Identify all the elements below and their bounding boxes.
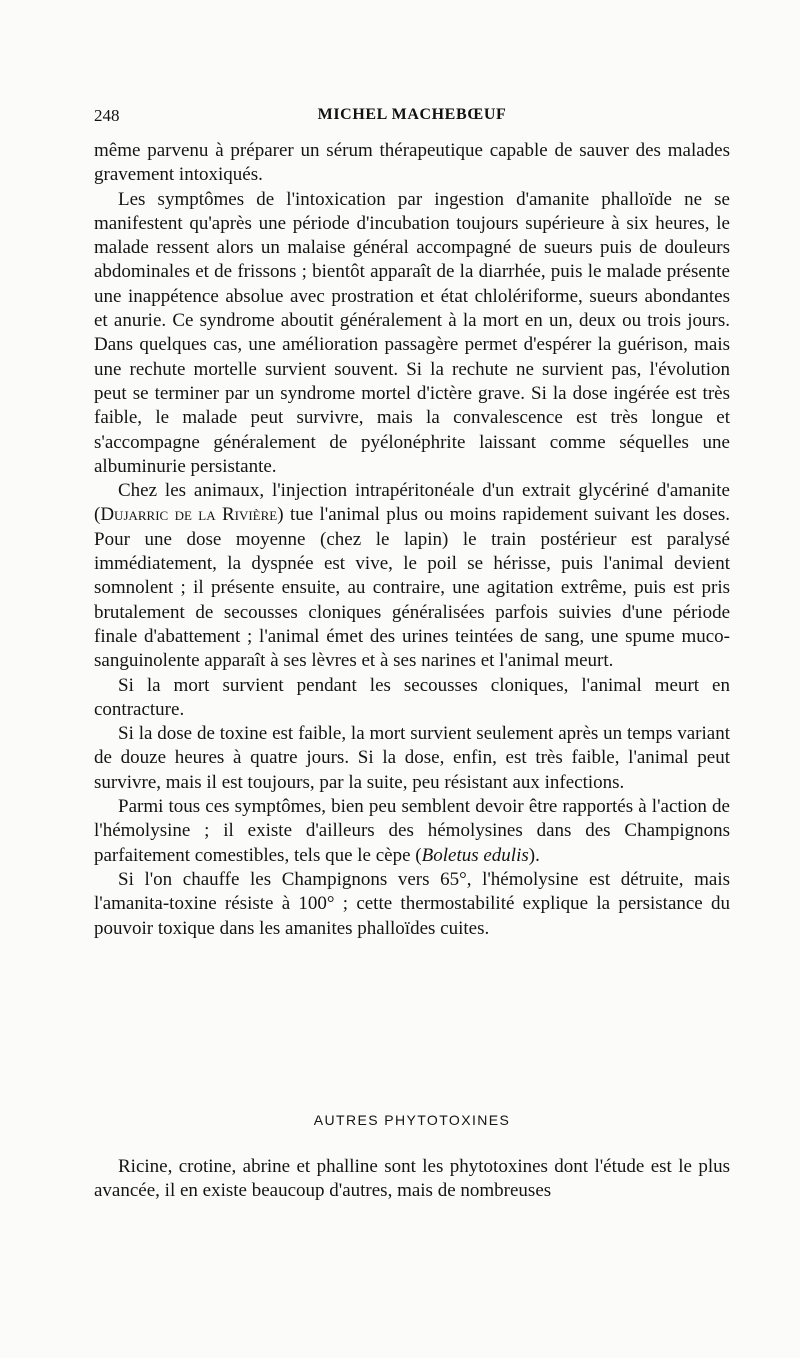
paragraph-animals [94,479,730,673]
page-header [94,106,730,130]
body-text [94,139,730,941]
section-body-text [94,1155,730,1204]
paragraph-hemolysine [94,795,730,868]
paragraph-animals-end: ) tue l'animal plus ou moins rapidement suivant les doses. Pour une dose moyenne (chez le lapin) le train postérieur est paralysé immédiatement, la dyspnée est vive, le poil se hérisse, puis l'animal devient somnolent ; il présente ensuite, au contraire, une agitation extrême, puis est pris brutalement de secousses cloniques généralisées parfois suivies d'une période finale d'abattement ; l'animal émet des urines teintées de sang, une spume muco-sanguinolente apparaît à ses lèvres et à ses narines et l'animal meurt. [94,504,730,672]
section-heading: AUTRES PHYTOTOXINES [313,1112,511,1128]
paragraph-contracture: Si la mort survient pendant les secousses cloniques, l'animal meurt en contracture. [94,674,730,720]
paragraph-hemolysine-end: ). [528,844,540,866]
paragraph-thermostability: Si l'on chauffe les Champignons vers 65°, l'hémolysine est détruite, mais l'amanita-toxine résiste à 100° ; cette thermostabilité explique la persistance du pouvoir toxique dans les amanites phalloïdes cuites. [94,868,730,939]
paragraph-animals-start: Chez les animaux, l'injection intrapéritonéale d'un extrait glycériné d'amanite ( [94,480,730,526]
author-citation: Dujarric de la Rivière [100,504,278,526]
paragraph-phytotoxines: Ricine, crotine, abrine et phalline sont les phytotoxines dont l'étude est le plus avancée, il en existe beaucoup d'autres, mais de nombreuses [94,1156,730,1202]
paragraph-hemolysine-start: Parmi tous ces symptômes, bien peu semblent devoir être rapportés à l'action de l'hémolysine ; il existe d'ailleurs des hémolysines dans des Champignons parfaitement comestibles, tels que le cèpe ( [94,796,730,866]
species-name: Boletus edulis [421,844,529,866]
paragraph-symptoms-human: Les symptômes de l'intoxication par ingestion d'amanite phalloïde ne se manifestent qu'après une période d'incubation toujours supérieure à six heures, le malade ressent alors un malaise général accompagné de sueurs puis de douleurs abdominales et de frissons ; bientôt apparaît de la diarrhée, puis le malade présente une inappétence absolue avec prostration et état chlolériforme, sueurs abondantes et anurie. Ce syndrome aboutit généralement à la mort en un, deux ou trois jours. Dans quelques cas, une amélioration passagère permet d'espérer la guérison, mais une rechute mortelle survient souvent. Si la rechute ne survient pas, l'évolution peut se terminer par un syndrome mortel d'ictère grave. Si la dose ingérée est très faible, le malade peut survivre, mais la convalescence est très longue et s'accompagne généralement de pyélonéphrite laissant comme séquelles une albuminurie persistante. [94,188,730,477]
paragraph-low-dose: Si la dose de toxine est faible, la mort survient seulement après un temps variant de douze heures à quatre jours. Si la dose, enfin, est très faible, l'animal peut survivre, mais il est toujours, par la suite, peu résistant aux infections. [94,723,730,793]
page-number: 248 [94,106,120,125]
paragraph-continued: même parvenu à préparer un sérum thérapeutique capable de sauver des malades gravement intoxiqués. [94,140,730,186]
running-title: MICHEL MACHEBŒUF [317,106,507,123]
